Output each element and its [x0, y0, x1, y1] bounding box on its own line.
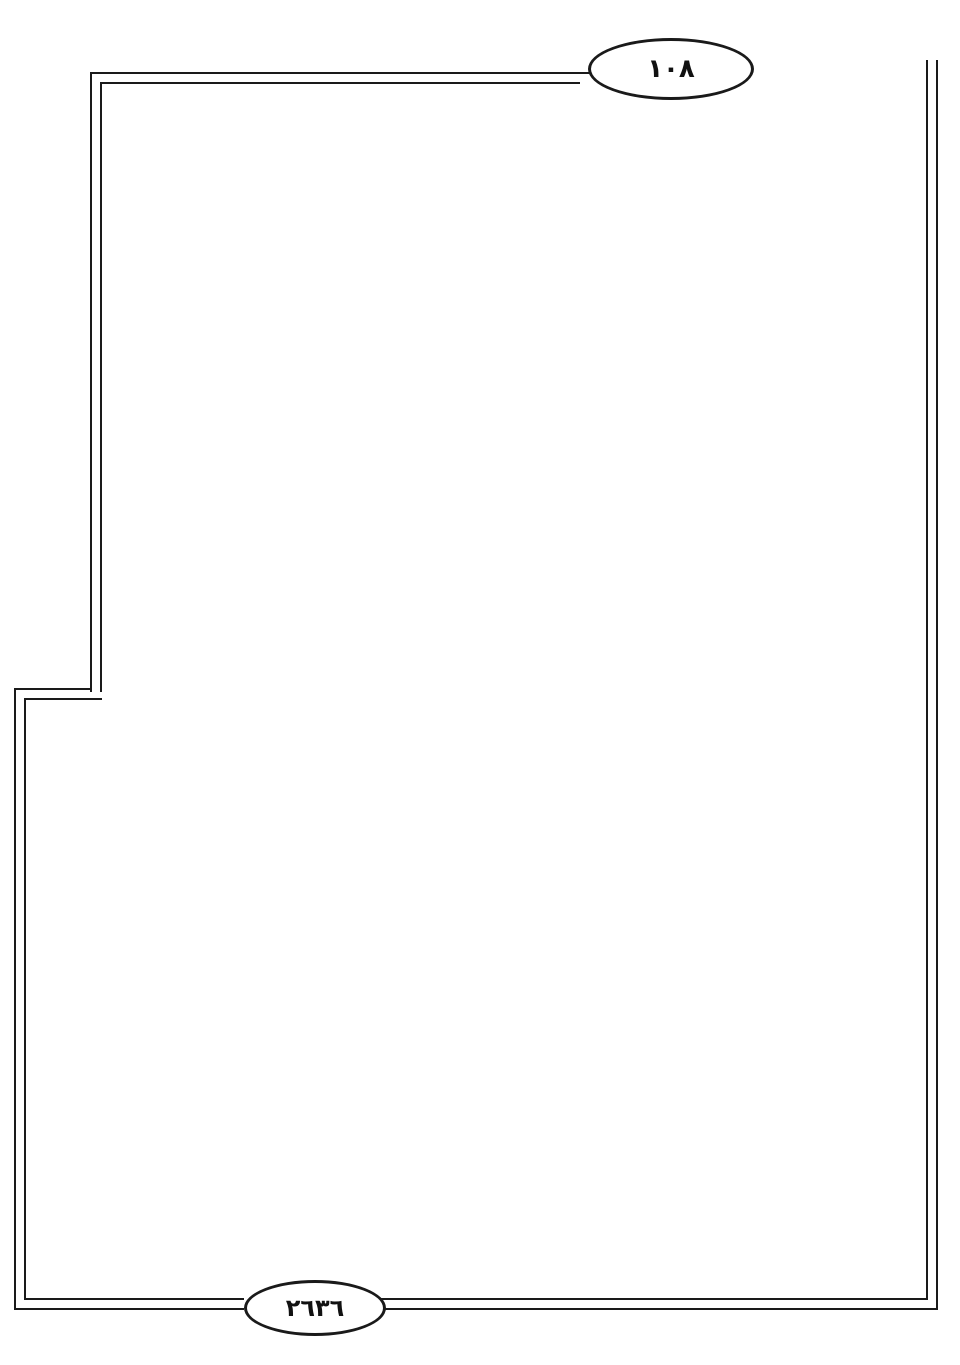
- frame-bottom-left-border-outer: [14, 688, 16, 1308]
- frame-right-border-inner: [926, 60, 928, 1300]
- frame-top-border-inner: [100, 82, 580, 84]
- frame-top-border-outer: [90, 72, 590, 74]
- header-page-number-text: ۱۰۸: [647, 54, 695, 84]
- frame-bottom-border-inner: [24, 1298, 244, 1300]
- frame-top-left-border-outer: [90, 72, 92, 692]
- footer-page-number: [244, 1280, 386, 1336]
- frame-bottom-right-inner: [380, 1298, 928, 1300]
- frame-left-step-outer: [14, 688, 92, 690]
- frame-bottom-left-border-inner: [24, 698, 26, 1298]
- header-page-number: [588, 38, 754, 100]
- footer-page-number-text: ۲٦۳٦: [285, 1294, 345, 1322]
- frame-bottom-right-outer: [380, 1308, 938, 1310]
- frame-right-border-outer: [936, 60, 938, 1310]
- frame-left-step-inner: [24, 698, 102, 700]
- frame-top-left-border-inner: [100, 82, 102, 692]
- frame-bottom-border-outer: [14, 1308, 244, 1310]
